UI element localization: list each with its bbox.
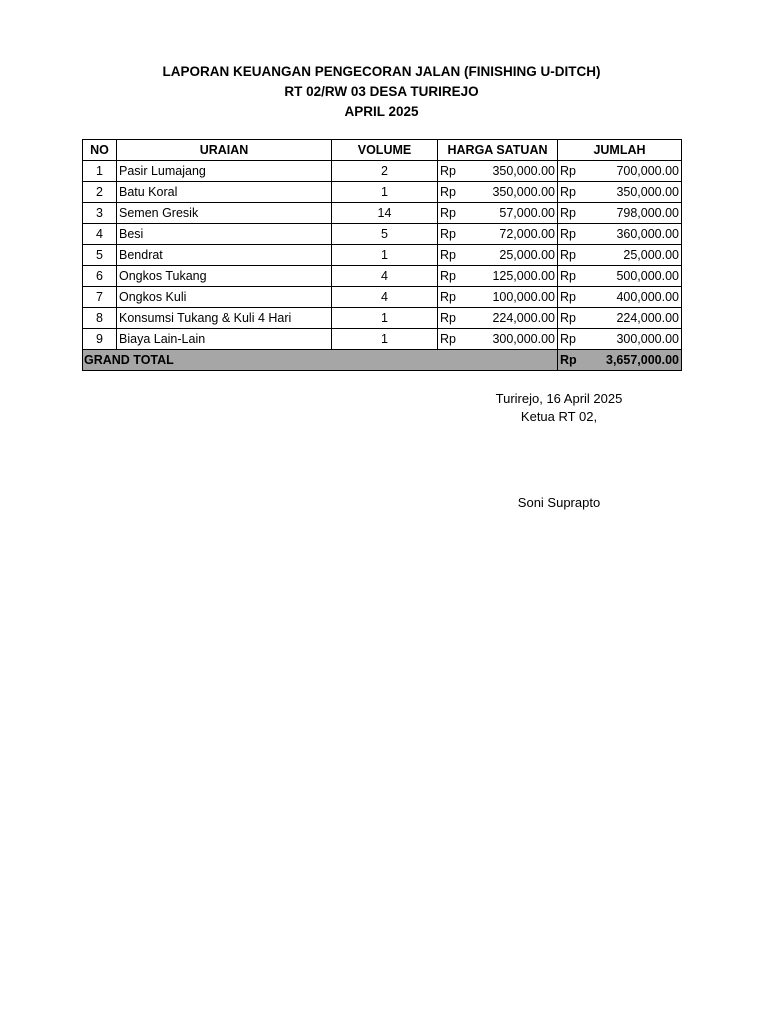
grand-total-label-cell [83, 350, 174, 371]
row-jumlah-value: 700,000.00 [616, 164, 679, 178]
grand-total-value: 3,657,000.00 [606, 353, 679, 367]
signature-name-block [470, 494, 648, 512]
row-volume: 4 [332, 266, 438, 287]
header-harga-satuan: HARGA SATUAN [438, 140, 558, 161]
row-jumlah-value: 300,000.00 [616, 332, 679, 346]
row-volume: 1 [332, 329, 438, 350]
financial-table [82, 139, 682, 371]
row-uraian: Ongkos Kuli [117, 287, 332, 308]
row-volume: 2 [332, 161, 438, 182]
header-volume: VOLUME [332, 140, 438, 161]
table-row [83, 266, 682, 287]
header-no: NO [83, 140, 117, 161]
row-uraian: Biaya Lain-Lain [117, 329, 332, 350]
row-harga-currency: Rp [440, 311, 456, 325]
header-jumlah: JUMLAH [558, 140, 682, 161]
row-harga-currency: Rp [440, 248, 456, 262]
header-uraian: URAIAN [117, 140, 332, 161]
row-jumlah-value: 400,000.00 [616, 290, 679, 304]
table-row [83, 224, 682, 245]
row-jumlah [558, 224, 682, 245]
row-jumlah-currency: Rp [560, 332, 576, 346]
row-jumlah-value: 798,000.00 [616, 206, 679, 220]
signature-position: Ketua RT 02, [520, 409, 598, 424]
row-harga-satuan [438, 224, 558, 245]
table-row [83, 308, 682, 329]
row-no: 1 [83, 161, 117, 182]
row-jumlah-currency: Rp [560, 185, 576, 199]
row-harga-currency: Rp [440, 269, 456, 283]
row-no: 2 [83, 182, 117, 203]
row-volume: 1 [332, 182, 438, 203]
row-harga-satuan [438, 182, 558, 203]
row-harga-satuan [438, 329, 558, 350]
row-volume: 1 [332, 245, 438, 266]
grand-total-spacer [117, 350, 558, 371]
row-no: 9 [83, 329, 117, 350]
row-jumlah-value: 500,000.00 [616, 269, 679, 283]
row-uraian: Semen Gresik [117, 203, 332, 224]
row-harga-satuan [438, 308, 558, 329]
title-line-2: RT 02/RW 03 DESA TURIREJO [284, 84, 479, 99]
row-uraian: Batu Koral [117, 182, 332, 203]
row-harga-value: 125,000.00 [492, 269, 555, 283]
table-row [83, 329, 682, 350]
row-jumlah [558, 161, 682, 182]
row-jumlah [558, 203, 682, 224]
row-jumlah-currency: Rp [560, 311, 576, 325]
grand-total-value-cell [558, 350, 682, 371]
row-jumlah-currency: Rp [560, 248, 576, 262]
grand-total-currency: Rp [560, 353, 577, 367]
signature-name: Soni Suprapto [517, 495, 601, 510]
row-harga-satuan [438, 266, 558, 287]
row-jumlah-currency: Rp [560, 269, 576, 283]
row-jumlah-currency: Rp [560, 227, 576, 241]
row-harga-value: 57,000.00 [499, 206, 555, 220]
row-harga-satuan [438, 203, 558, 224]
row-volume: 5 [332, 224, 438, 245]
row-harga-value: 25,000.00 [499, 248, 555, 262]
row-jumlah [558, 245, 682, 266]
signature-header [470, 390, 648, 426]
grand-total-row [83, 350, 682, 371]
row-harga-satuan [438, 245, 558, 266]
table-row [83, 182, 682, 203]
row-jumlah [558, 266, 682, 287]
grand-total-label: GRAND TOTAL [84, 353, 174, 367]
row-uraian: Pasir Lumajang [117, 161, 332, 182]
row-harga-currency: Rp [440, 206, 456, 220]
row-no: 8 [83, 308, 117, 329]
row-harga-value: 72,000.00 [499, 227, 555, 241]
row-no: 6 [83, 266, 117, 287]
row-no: 5 [83, 245, 117, 266]
row-harga-value: 350,000.00 [492, 185, 555, 199]
row-jumlah-currency: Rp [560, 290, 576, 304]
table-row [83, 203, 682, 224]
row-jumlah [558, 308, 682, 329]
row-volume: 14 [332, 203, 438, 224]
row-uraian: Konsumsi Tukang & Kuli 4 Hari [117, 308, 332, 329]
row-jumlah-value: 25,000.00 [623, 248, 679, 262]
row-no: 7 [83, 287, 117, 308]
row-jumlah-currency: Rp [560, 164, 576, 178]
row-volume: 4 [332, 287, 438, 308]
row-harga-currency: Rp [440, 185, 456, 199]
row-harga-value: 224,000.00 [492, 311, 555, 325]
row-harga-currency: Rp [440, 290, 456, 304]
row-harga-currency: Rp [440, 332, 456, 346]
row-uraian: Besi [117, 224, 332, 245]
row-no: 4 [83, 224, 117, 245]
signature-place-date: Turirejo, 16 April 2025 [495, 391, 623, 406]
table-row [83, 287, 682, 308]
row-harga-satuan [438, 287, 558, 308]
row-uraian: Bendrat [117, 245, 332, 266]
report-title [82, 62, 681, 122]
row-jumlah [558, 287, 682, 308]
title-line-3: APRIL 2025 [344, 104, 419, 119]
table-header-row [83, 140, 682, 161]
row-harga-currency: Rp [440, 227, 456, 241]
row-jumlah-value: 224,000.00 [616, 311, 679, 325]
row-harga-value: 300,000.00 [492, 332, 555, 346]
row-harga-satuan [438, 161, 558, 182]
title-line-1: LAPORAN KEUANGAN PENGECORAN JALAN (FINISHING U-DITCH) [162, 64, 601, 79]
row-jumlah [558, 182, 682, 203]
row-jumlah-value: 350,000.00 [616, 185, 679, 199]
table-row [83, 245, 682, 266]
row-uraian: Ongkos Tukang [117, 266, 332, 287]
row-no: 3 [83, 203, 117, 224]
row-harga-value: 100,000.00 [492, 290, 555, 304]
row-jumlah [558, 329, 682, 350]
row-jumlah-value: 360,000.00 [616, 227, 679, 241]
row-jumlah-currency: Rp [560, 206, 576, 220]
row-harga-currency: Rp [440, 164, 456, 178]
row-volume: 1 [332, 308, 438, 329]
row-harga-value: 350,000.00 [492, 164, 555, 178]
table-row [83, 161, 682, 182]
